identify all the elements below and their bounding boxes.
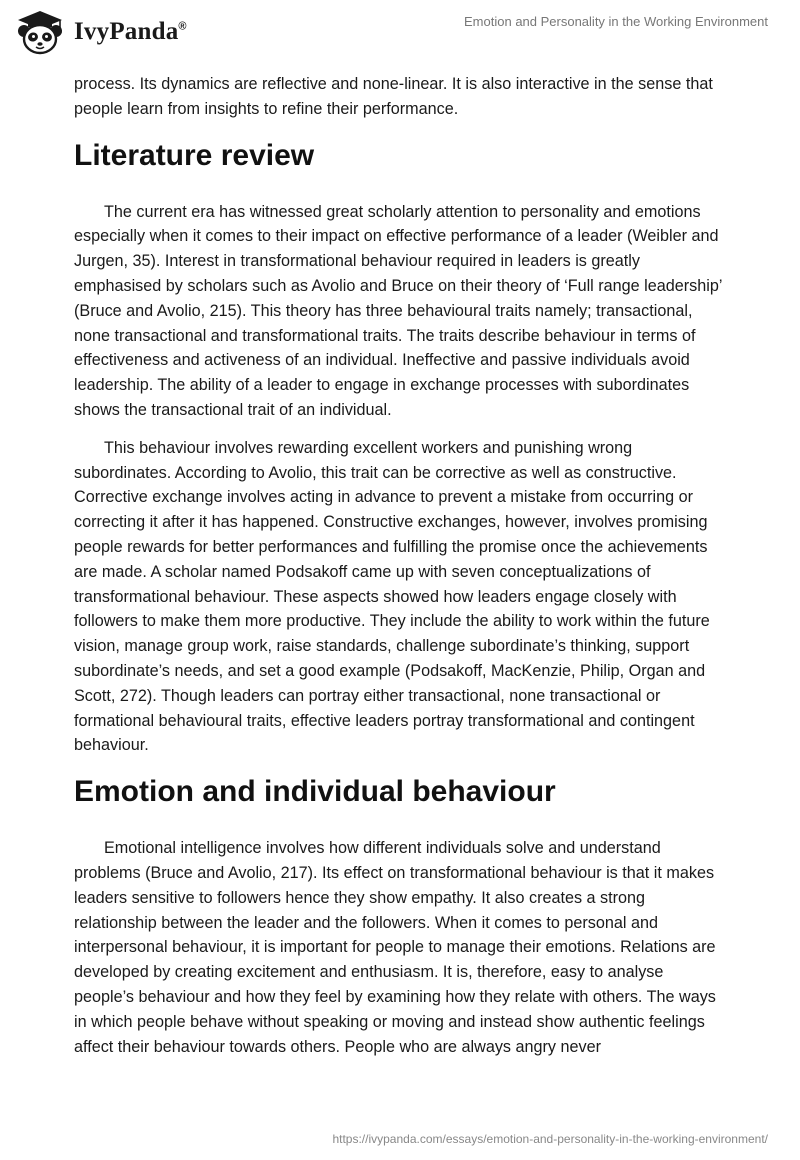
paragraph: Emotional intelligence involves how different individuals solve and understand problems (Bruce and Avolio, 217). Its effect on transformational behaviour is that it makes leaders sensitive to followers hence they show empathy. It also creates a strong relationship between the leader and the followers. When it comes to personal and interpersonal behaviour, it is important for people to manage their emotions. Relations are developed by creating excitement and enthusiasm. It is, therefore, easy to analyse people’s behaviour and how they feel by examining how they relate with others. The ways in which people behave without speaking or moving and instead show authentic feelings affect their behaviour towards others. People who are always angry never bbox=[74, 839, 716, 1056]
document-title: Emotion and Personality in the Working Environment bbox=[464, 14, 768, 29]
ivypanda-logo[interactable] bbox=[14, 8, 187, 56]
footer-url-link[interactable]: https://ivypanda.com/essays/emotion-and-personality-in-the-working-environment/ bbox=[332, 1132, 768, 1146]
registered-mark: ® bbox=[178, 20, 187, 33]
panda-graduate-icon bbox=[14, 9, 66, 55]
page-header bbox=[0, 0, 800, 62]
logo-text: IvyPanda® bbox=[74, 18, 187, 45]
paragraph: This behaviour involves rewarding excellent workers and punishing wrong subordinates. According to Avolio, this trait can be corrective as well as constructive. Corrective exchange involves acting in advance to prevent a mistake from occurring or correcting it after it has happened. Constructive exchanges, however, involves promising people rewards for better performances and fulfilling the promise once the achievements are made. A scholar named Podsakoff came up with seven conceptualizations of transformational behaviour. These aspects showed how leaders engage closely with followers to make them more productive. They include the ability to work within the future vision, manage group work, raise standards, challenge subordinate’s thinking, support subordinate’s needs, and set a good example (Podsakoff, MacKenzie, Philip, Organ and Scott, 272). Though leaders can portray either transactional, none transactional or formational behavioural traits, effective leaders portray transformational and contingent behaviour. bbox=[74, 438, 710, 755]
section-heading-emotion-behaviour: Emotion and individual behaviour bbox=[74, 775, 556, 809]
intro-paragraph: process. Its dynamics are reflective and none-linear. It is also interactive in the sense that people learn from insights to refine their performance. bbox=[74, 75, 713, 118]
essay-body bbox=[74, 72, 724, 1072]
paragraph: The current era has witnessed great scholarly attention to personality and emotions especially when it comes to their impact on effective performance of a leader (Weibler and Jurgen, 35). Interest in transformational behaviour required in leaders is greatly emphasised by scholars such as Avolio and Bruce on their theory of ‘Full range leadership’ (Bruce and Avolio, 215). This theory has three behavioural traits namely; transactional, none transactional and transformational traits. The traits describe behaviour in terms of effectiveness and activeness of an individual. Ineffective and passive individuals avoid leadership. The ability of a leader to engage in exchange processes with subordinates shows the transactional trait of an individual. bbox=[74, 202, 722, 419]
section-heading-literature-review: Literature review bbox=[74, 138, 315, 172]
